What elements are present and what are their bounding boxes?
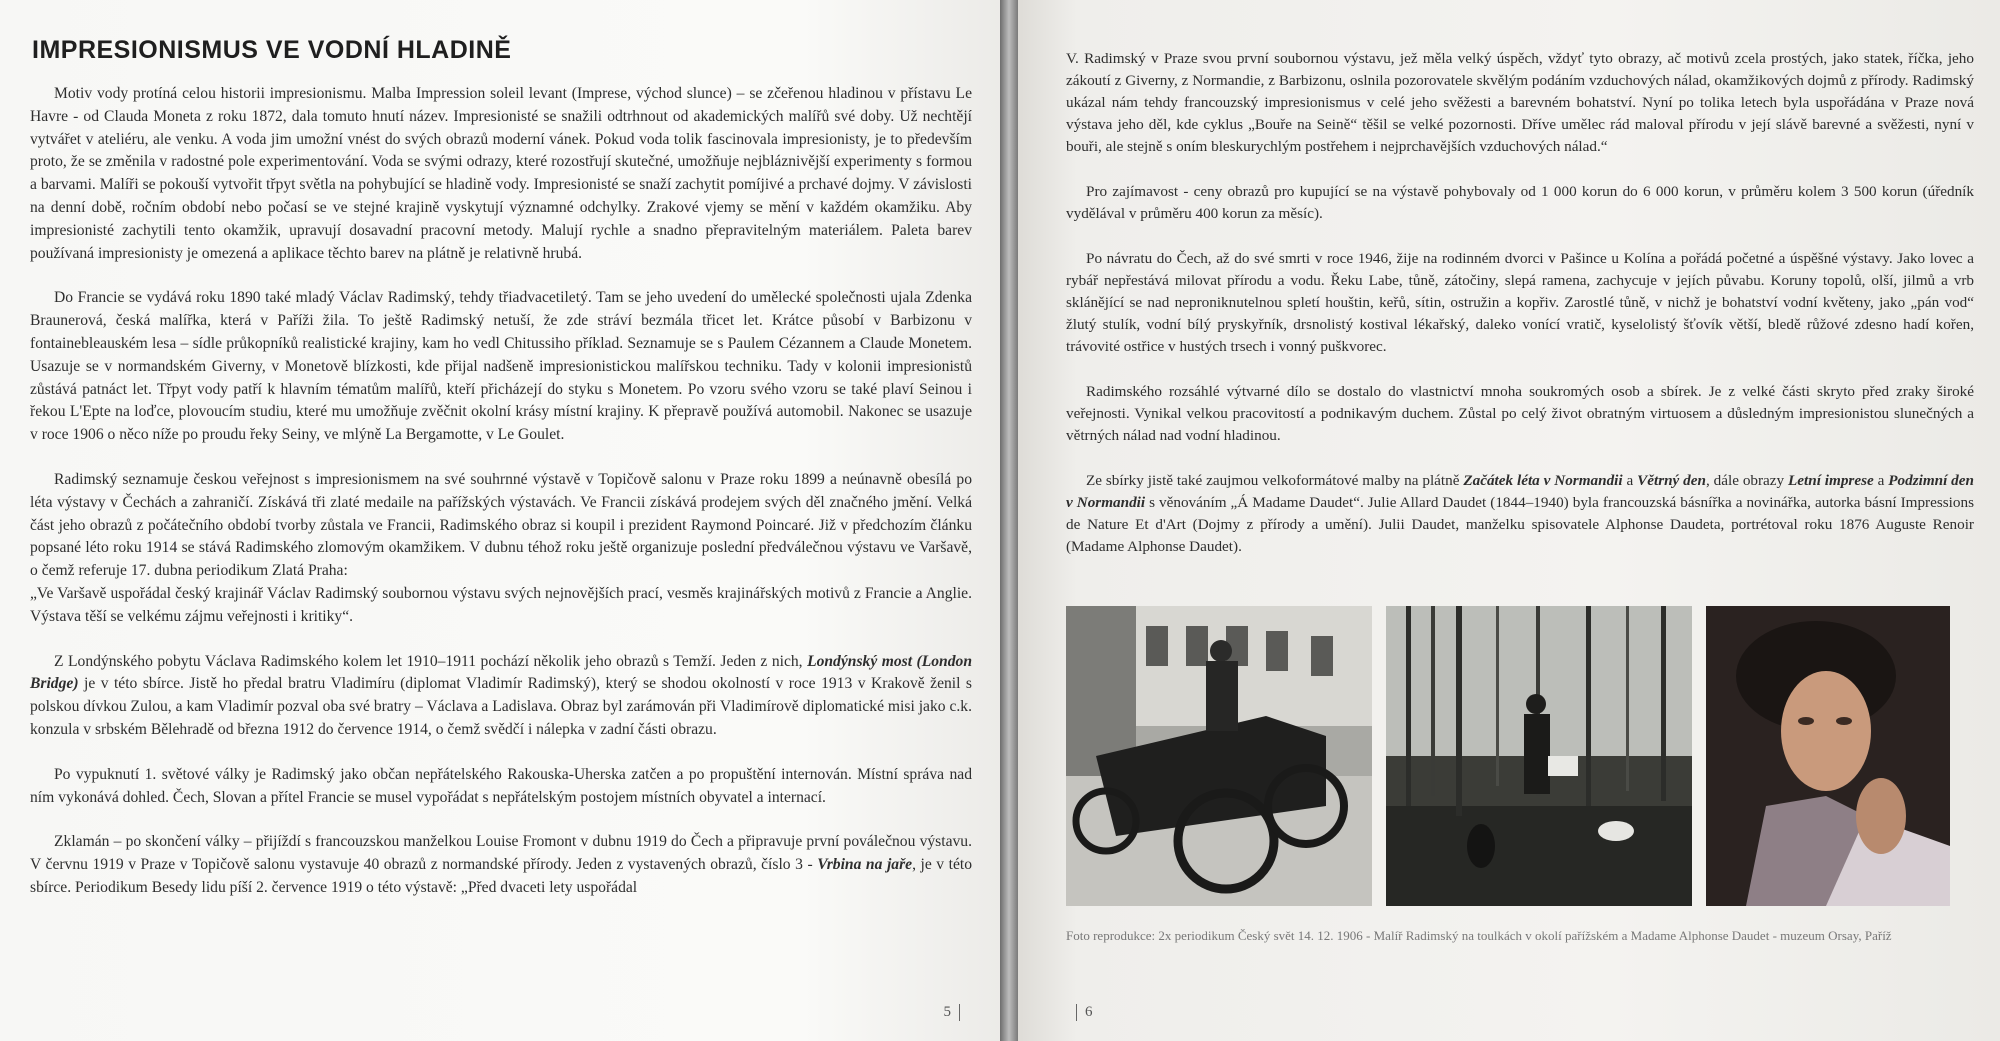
painting-title-vrbina: Vrbina na jaře bbox=[817, 856, 913, 874]
article-title: IMPRESIONISMUS VE VODNÍ HLADINĚ bbox=[32, 36, 512, 64]
painting-title-vetrny-den: Větrný den bbox=[1637, 472, 1706, 489]
forest-photo-drawing bbox=[1386, 606, 1692, 906]
painting-title-zacatek-leta: Začátek léta v Normandii bbox=[1463, 472, 1623, 489]
paragraph-1: Motiv vody protíná celou historii impresionismu. Malba Impression soleil levant (Imprese, východ slunce) – se zčeřenou hladinou v přístavu Le Havre - od Clauda Moneta z roku 1872, dala tomuto hnutí název. Impresionisté se snažili odtrhnout od akademických malířů své doby. Už nechtějí vytvářet v ateliéru, ale venku. A voda jim umožní vnést do svých obrazů moderní vánek. Pokud voda tolik fascinovala impresionisty, je to především proto, že se změnila v radostné pole experimentování. Voda se svými odrazy, které rozostřují skutečné, umožňuje nejbláznivější experimenty s formou a barvami. Malíři se pokouší vytvořit třpyt světla na pohybující se hladině vody. Impresionisté se snaží zachytit pomíjivé a prchavé dojmy. V závislosti na denní době, ročním období nebo počasí se ve stejné krajině vyskytují významné odchylky. Zrakové vjemy se mění v každém okamžiku. Aby impresionisté zachytili tento okamžik, upravují dosavadní pracovní metody. Malují rychle a snadno přepravitelným materiálem. Paleta barev používaná impresionisty je omezená a aplikace těchto barev na plátně je relativně hrubá. bbox=[30, 85, 972, 262]
photo-strip bbox=[1066, 606, 1950, 906]
painting-title-podzimni-den: Podzimní den v Normandii bbox=[1066, 472, 1974, 511]
book-gutter bbox=[1000, 0, 1018, 1041]
painting-title-london-bridge: Londýnský most (London Bridge) bbox=[30, 652, 972, 693]
paragraph-5: Po vypuknutí 1. světové války je Radimský jako občan nepřátelského Rakouska-Uherska zatčen a po propuštění internován. Místní správa nad ním vykonává dohled. Čech, Slovan a přítel Francie se musel vypořádat s nepřátelským postojem místních obyvatel a internací. bbox=[30, 765, 972, 806]
paragraph-4: Z Londýnského pobytu Václava Radimského kolem let 1910–1911 pochází několik jeho obrazů s Temží. Jeden z nich, Londýnský most (London Bridge) je v této sbírce. Jistě ho předal bratru Vladimíru (diplomat Vladimír Radimský), který se shodou okolností v roce 1913 v Krakově ženil s polskou dívkou Zulou, a kam Vladimír pozval oba své bratry – Václava a Ladislava. Obraz byl zarámován při Vladimírově diplomatické misi jako c.k. konzula v srbském Bělehradě od března 1912 do července 1914, o čemž svědčí i nálepka v zadní části obrazu. bbox=[30, 652, 972, 738]
paragraph-3-quote: „Ve Varšavě uspořádal český krajinář Václav Radimský soubornou výstavu svých nejnovějších prací, vesměs krajinářských motivů z Francie a Anglie. Výstava těší se velkému zájmu veřejnosti i kritiky“. bbox=[30, 584, 972, 625]
paragraph-11: Ze sbírky jistě také zaujmou velkoformátové malby na plátně Začátek léta v Normandii a Větrný den, dále obrazy Letní imprese a Podzimní den v Normandii s věnováním „Á Madame Daudet“. Julie Allard Daudet (1844–1940) byla francouzská básnířka a novinářka, autorka básní Impressions de Nature Et d'Art (Dojmy z přírody a umění). Julii Daudet, manželku spisovatele Alphonse Daudeta, portrétoval roku 1876 Auguste Renoir (Madame Alphonse Daudet). bbox=[1066, 472, 1974, 555]
painting-title-letni-imprese: Letní imprese bbox=[1788, 472, 1874, 489]
photo-radimsky-forest-walk bbox=[1386, 606, 1692, 906]
photo-radimsky-automobile bbox=[1066, 606, 1372, 906]
page-number-left: 5 bbox=[944, 1004, 961, 1021]
portrait-drawing bbox=[1706, 606, 1950, 906]
paragraph-7: V. Radimský v Praze svou první soubornou výstavu, jež měla velký úspěch, vždyť tyto obrazy, ač motivů zcela prostých, jako statek, říčka, jeho zákoutí z Giverny, z Normandie, z Barbizonu, oslnila pozorovatele skvělým podáním vzduchových nálad, okamžikových dojmů z přírody. Radimský ukázal nám tehdy francouzský impresionismus v celé jeho svěžesti a barevném bohatství. Nyní po tolika letech byla uspořádána v Praze nová výstava jeho děl, kde cyklus „Bouře na Seině“ těšil se velké pozornosti. Dříve umělec rád maloval přírodu v její slávě barevné a svěžesti, nyní v bouři, ale stejně s oním bleskurychlým postřehem i nejprchavějších vzduchových nálad.“ bbox=[1066, 50, 1974, 155]
photo-madame-daudet-portrait bbox=[1706, 606, 1950, 906]
car-photo-drawing bbox=[1066, 606, 1372, 906]
paragraph-8: Pro zajímavost - ceny obrazů pro kupující se na výstavě pohybovaly od 1 000 korun do 6 000 korun, v průměru kolem 3 500 korun (úředník vydělával v průměru 400 korun za měsíc). bbox=[1066, 183, 1974, 222]
page-number-right: 6 bbox=[1076, 1004, 1093, 1021]
paragraph-2: Do Francie se vydává roku 1890 také mladý Václav Radimský, tehdy třiadvacetiletý. Tam se jeho uvedení do umělecké společnosti ujala Zdenka Braunerová, česká malířka, která v Paříži žila. To ještě Radimský netuší, že zde stráví bezmála třicet let. Krátce působí v Barbizonu v fontainebleauském lesa – sídle průkopníků realistické krajiny, kam ho vedl Chitussiho příklad. Seznamuje se s Paulem Cézannem a Claude Monetem. Usazuje se v normandském Giverny, v Monetově blízkosti, kde přijal nadšeně impresionistickou malířskou techniku. Tady v kolonii impresionistů zůstává patnáct let. Třpyt vody patří k hlavním tématům malířů, kteří přicházejí do styku s Monetem. Po vzoru svého vzoru se také plaví Seinou i řekou L'Epte na loďce, plovoucím studiu, které mu umožňuje zvěčnit okolní krásy místní krajiny. K přepravě používá automobil. Nakonec se usazuje v roce 1906 o něco níže po proudu řeky Seiny, ve mlýně La Bergamotte, v Le Goulet. bbox=[30, 289, 972, 444]
paragraph-6: Zklamán – po skončení války – přijíždí s francouzskou manželkou Louise Fromont v dubnu 1919 do Čech a připravuje první poválečnou výstavu. V červnu 1919 v Praze v Topičově salonu vystavuje 40 obrazů z normandské přírody. Jeden z vystavených obrazů, číslo 3 - Vrbina na jaře, je v této sbírce. Periodikum Besedy lidu píší 2. července 1919 o této výstavě: „Před dvaceti lety uspořádal bbox=[30, 833, 973, 896]
paragraph-10: Radimského rozsáhlé výtvarné dílo se dostalo do vlastnictví mnoha soukromých osob a sbírek. Je z velké části skryto před zraky široké veřejnosti. Vynikal velkou pracovitostí a podnikavým duchem. Zůstal po celý život obratným virtuosem a důsledným impresionistou slunečných a větrných nálad nad vodní hladinou. bbox=[1066, 383, 1974, 444]
paragraph-9: Po návratu do Čech, až do své smrti v roce 1946, žije na rodinném dvorci v Pašince u Kolína a pořádá početné a úspěšné výstavy. Jako lovec a rybář nepřestává milovat přírodu a vodu. Řeku Labe, tůně, zátočiny, slepá ramena, zachycuje v jejích půvabu. Koruny topolů, olší, jilmů a vrb sklánějící se nad neproniknutelnou spletí houštin, keřů, sítin, ostružin a kopřiv. Zarostlé tůně, v nichž je bohatství vodní květeny, jako „pán vod“ žlutý stulík, vodní bílý pryskyřník, drsnolistý kostival lékařský, daleko vonící vratič, kyselolistý šťovík větší, bledě růžové zdesno hadí kořen, trávovité ostřice v hustých trsech i vonný puškvorec. bbox=[1066, 250, 1974, 355]
right-page bbox=[1018, 0, 2000, 1041]
paragraph-3: Radimský seznamuje českou veřejnost s impresionismem na své souhrnné výstavě v Topičově salonu v Praze roku 1899 a neúnavně obesílá po léta výstavy v Čechách a zahraničí. Získává tři zlaté medaile na pařížských výstavách. Ve Francii získává prodejem svých děl značného jmění. Velká část jeho obrazů z počátečního období tvorby zůstala ve Francii, Radimského obraz si koupil i prezident Raymond Poincaré. Již v předchozím článku popsané léto roku 1914 se stává Radimského zlomovým okamžikem. V dubnu téhož roku ještě organizuje poslední předválečnou výstavu ve Varšavě, o čemž referuje 17. dubna periodikum Zlatá Praha: bbox=[30, 470, 972, 580]
photo-caption: Foto reprodukce: 2x periodikum Český svět 14. 12. 1906 - Malíř Radimský na toulkách v okolí pařížském a Madame Alphonse Daudet - muzeum Orsay, Paříž bbox=[1066, 928, 1892, 943]
